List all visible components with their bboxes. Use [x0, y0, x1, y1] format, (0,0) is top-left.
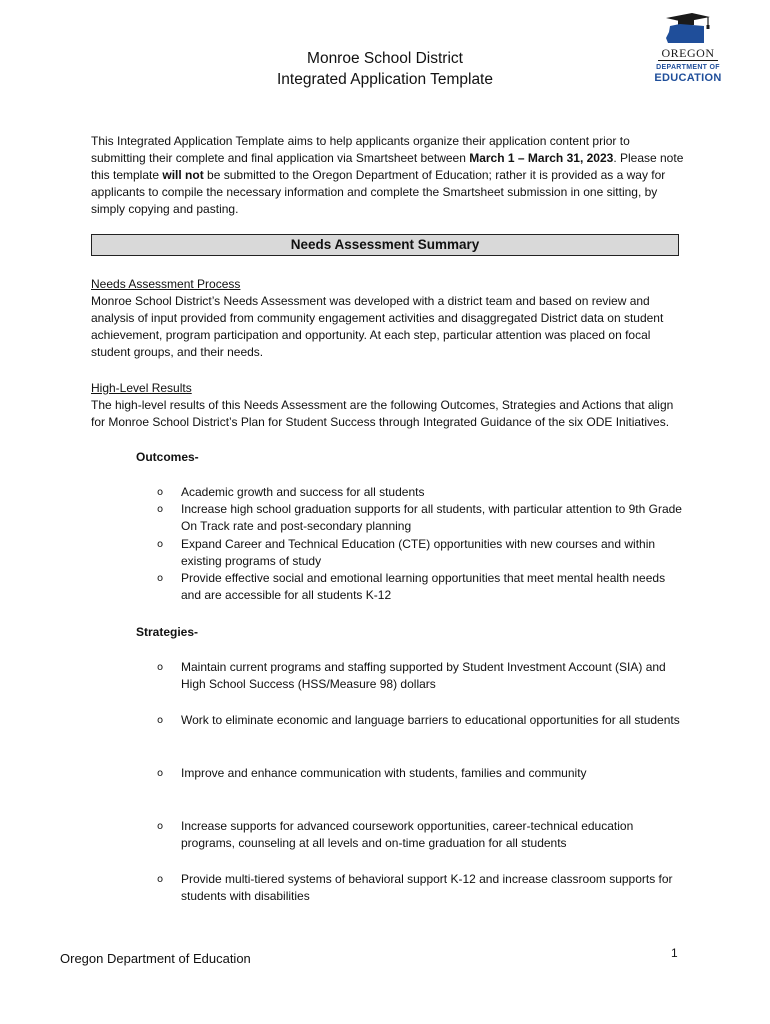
- results-body: The high-level results of this Needs Assessment are the following Outcomes, Strategies and Actions that align for Monroe School District’s Plan for Student Success through Integrated Guidance of the six ODE Initiatives.: [91, 398, 674, 429]
- bullet-marker: o: [157, 874, 164, 885]
- logo-department-text: DEPARTMENT OF: [656, 64, 720, 71]
- oregon-state-mortarboard-icon: [652, 12, 724, 46]
- ode-logo: [652, 12, 724, 84]
- district-name: Monroe School District: [307, 50, 463, 67]
- intro-paragraph: [91, 133, 687, 218]
- intro-will-not: will not: [162, 168, 204, 182]
- logo-education-text: EDUCATION: [654, 72, 722, 84]
- bullet-marker: o: [157, 573, 164, 584]
- bullet-marker: o: [157, 662, 164, 673]
- bullet-marker: o: [157, 504, 164, 515]
- process-section: [91, 276, 687, 361]
- process-heading: Needs Assessment Process: [91, 277, 241, 291]
- section-banner: Needs Assessment Summary: [91, 234, 679, 256]
- process-body: Monroe School District’s Needs Assessment was developed with a district team and based on review and analysis of input provided from community engagement activities and disaggregated District data on student achievement, program participation and opportunity. At each step, particular attention was placed on focal student groups, and their needs.: [91, 294, 664, 359]
- footer-org: Oregon Department of Education: [60, 951, 251, 966]
- outcome-text: Expand Career and Technical Education (CTE) opportunities with new courses and within existing programs of study: [181, 537, 656, 568]
- results-section: [91, 380, 687, 431]
- template-name: Integrated Application Template: [276, 71, 493, 88]
- logo-oregon-text: OREGON: [661, 46, 715, 60]
- intro-text-1: This Integrated Application Template aims to help applicants organize their application content prior to submitting their complete and final application via Smartsheet between: [91, 134, 630, 165]
- outcome-text: Increase high school graduation supports for all students, with particular attention to 9th Grade On Track rate and post-secondary planning: [181, 502, 682, 533]
- intro-text-2: . Please note this template: [91, 151, 684, 182]
- strategy-text: Work to eliminate economic and language barriers to educational opportunities for all students: [181, 713, 680, 727]
- page-number: 1: [671, 946, 678, 960]
- intro-text-3: be submitted to the Oregon Department of Education; rather it is provided as a way for applicants to compile the necessary information and complete the Smartsheet submission in one sitting, by simply copying and pasting.: [91, 168, 666, 216]
- strategy-text: Maintain current programs and staffing supported by Student Investment Account (SIA) and High School Success (HSS/Measure 98) dollars: [181, 660, 666, 691]
- bullet-marker: o: [157, 715, 164, 726]
- bullet-marker: o: [157, 487, 164, 498]
- logo-divider: [658, 60, 718, 61]
- strategies-label: Strategies-: [136, 625, 199, 639]
- intro-dates: March 1 – March 31, 2023: [469, 151, 614, 165]
- bullet-marker: o: [157, 539, 164, 550]
- strategy-text: Provide multi-tiered systems of behavioral support K-12 and increase classroom supports for students with disabilities: [181, 872, 673, 903]
- outcome-text: Provide effective social and emotional learning opportunities that meet mental health needs and are accessible for all students K-12: [181, 571, 666, 602]
- bullet-marker: o: [157, 821, 164, 832]
- results-heading: High-Level Results: [91, 381, 192, 395]
- strategy-text: Increase supports for advanced coursework opportunities, career-technical education programs, counseling at all levels and on-time graduation for all students: [181, 819, 634, 850]
- bullet-marker: o: [157, 768, 164, 779]
- strategy-text: Improve and enhance communication with students, families and community: [181, 766, 587, 780]
- outcome-text: Academic growth and success for all students: [181, 485, 425, 499]
- outcomes-label: Outcomes-: [136, 450, 199, 464]
